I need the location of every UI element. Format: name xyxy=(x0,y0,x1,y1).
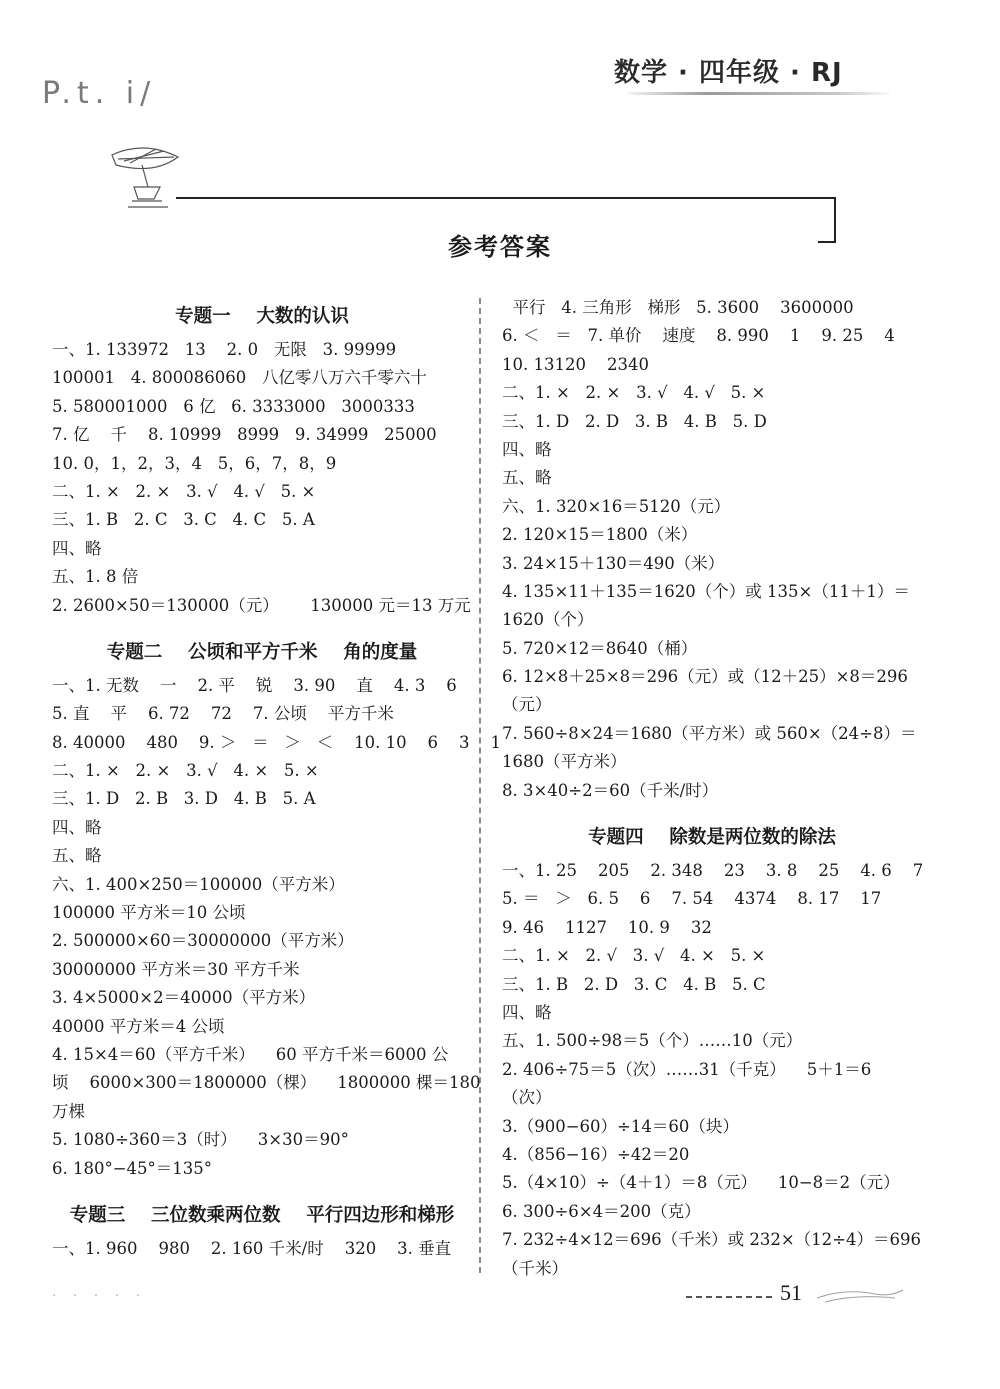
answer-line: 3. 24×15＋130＝490（米） xyxy=(502,553,725,573)
answer-line: 10. 13120 2340 xyxy=(502,354,649,374)
answer-line: 平行 4. 三角形 梯形 5. 3600 3600000 xyxy=(502,298,854,317)
answer-line: 2. 406÷75＝5（次）……31（千克） 5＋1＝6 xyxy=(502,1059,872,1079)
answer-line: 10. 0，1，2，3，4 5，6，7，8，9 xyxy=(52,453,337,473)
answer-line: （元） xyxy=(502,695,552,715)
answer-line: 40000 平方米＝4 公顷 xyxy=(52,1016,225,1036)
answer-line: 3.（900−60）÷14＝60（块） xyxy=(502,1116,739,1136)
header-subject-label: 数学 · 四年级 · RJ xyxy=(614,58,843,88)
answer-line: 1620（个） xyxy=(502,610,594,630)
header-rule xyxy=(628,92,890,95)
answer-line: 2. 500000×60＝30000000（平方米） xyxy=(52,931,354,951)
answer-line: 四、略 xyxy=(502,439,552,459)
answer-line: 一、1. 133972 13 2. 0 无限 3. 99999 xyxy=(52,340,397,359)
answer-line: 5. 580001000 6 亿 6. 3333000 3000333 xyxy=(52,396,415,416)
section-heading: 专题二 公顷和平方千米 角的度量 xyxy=(106,641,418,663)
answer-line: 五、略 xyxy=(502,468,552,488)
section-heading: 专题四 除数是两位数的除法 xyxy=(588,827,836,849)
page-number: 51 xyxy=(780,1280,802,1305)
answer-line: 7. 560÷8×24＝1680（平方米）或 560×（24÷8）＝ xyxy=(502,723,917,743)
answer-line: 2. 2600×50＝130000（元） 130000 元＝13 万元 xyxy=(52,595,471,615)
footer-flourish-icon xyxy=(815,1280,905,1310)
answer-line: 六、1. 400×250＝100000（平方米） xyxy=(52,874,345,894)
answer-line: 100000 平方米＝10 公顷 xyxy=(52,903,246,923)
answer-line: 四、略 xyxy=(52,538,102,558)
answer-line: 五、略 xyxy=(52,846,102,866)
answer-line: 7. 232÷4×12＝696（千米）或 232×（12÷4）＝696 xyxy=(502,1230,921,1250)
answer-line: 一、1. 960 980 2. 160 千米/时 320 3. 垂直 xyxy=(52,1238,452,1258)
answer-line: 3. 4×5000×2＝40000（平方米） xyxy=(52,988,316,1008)
section-heading: 专题一 大数的认识 xyxy=(175,306,349,327)
answer-line: 6. 300÷6×4＝200（克） xyxy=(502,1201,701,1221)
answer-line: 6. ＜ ＝ 7. 单价 速度 8. 990 1 9. 25 4 xyxy=(502,326,895,346)
answer-line: 三、1. D 2. D 3. B 4. B 5. D xyxy=(502,411,767,431)
answer-line: 5. 直 平 6. 72 72 7. 公顷 平方千米 xyxy=(52,704,394,724)
answer-line: 万棵 xyxy=(52,1101,85,1121)
answer-line: 6. 12×8＋25×8＝296（元）或（12＋25）×8＝296 xyxy=(502,667,908,687)
answer-line: 5. ＝ ＞ 6. 5 6 7. 54 4374 8. 17 17 xyxy=(502,889,882,909)
section-gap xyxy=(52,620,472,634)
answer-line: 三、1. B 2. D 3. C 4. B 5. C xyxy=(502,974,766,994)
answer-line: （次） xyxy=(502,1088,552,1108)
answer-line: 二、1. × 2. × 3. √ 4. × 5. × xyxy=(52,761,319,781)
answer-line: 5. 1080÷360＝3（时） 3×30＝90° xyxy=(52,1130,349,1150)
answer-line: 三、1. B 2. C 3. C 4. C 5. A xyxy=(52,510,315,530)
answer-line: 五、1. 8 倍 xyxy=(52,567,139,587)
page-title: 参考答案 xyxy=(448,233,552,261)
answer-line: 五、1. 500÷98＝5（个）……10（元） xyxy=(502,1031,803,1051)
answer-line: 四、略 xyxy=(502,1002,552,1022)
handwritten-mark: P.t. i/ xyxy=(42,76,157,111)
answer-line: 4.（856−16）÷42＝20 xyxy=(502,1144,690,1164)
answer-line: 6. 180°−45°＝135° xyxy=(52,1158,213,1178)
answer-line: 4. 135×11＋135＝1620（个）或 135×（11＋1）＝ xyxy=(502,581,910,601)
answer-line: 4. 15×4＝60（平方千米） 60 平方千米＝6000 公 xyxy=(52,1044,449,1064)
answer-line: 二、1. × 2. × 3. √ 4. √ 5. × xyxy=(502,383,766,403)
answer-line: 一、1. 25 205 2. 348 23 3. 8 25 4. 6 7 xyxy=(502,861,924,881)
section-gap xyxy=(52,1183,472,1197)
answer-line: 5. 720×12＝8640（桶） xyxy=(502,638,698,658)
answer-line: 5.（4×10）÷（4＋1）＝8（元） 10−8＝2（元） xyxy=(502,1173,900,1193)
answer-line: 一、1. 无数 一 2. 平 锐 3. 90 直 4. 3 6 xyxy=(52,675,457,695)
section-gap xyxy=(502,805,922,819)
answer-line: 四、略 xyxy=(52,817,102,837)
satellite-dish-icon xyxy=(104,135,184,213)
left-column xyxy=(52,298,502,1263)
footer-rule xyxy=(686,1296,772,1298)
answer-line: 100001 4. 800086060 八亿零八万六千零六十 xyxy=(52,368,427,388)
answer-line: 30000000 平方米＝30 平方千米 xyxy=(52,959,300,979)
answer-line: （千米） xyxy=(502,1258,568,1278)
footer-faint-mark: · · · · · xyxy=(52,1288,147,1304)
column-divider xyxy=(479,298,481,1273)
answer-line: 9. 46 1127 10. 9 32 xyxy=(502,917,712,937)
answer-line: 8. 3×40÷2＝60（千米/时） xyxy=(502,780,719,800)
answer-line: 1680（平方米） xyxy=(502,752,627,772)
answer-line: 顷 6000×300＝1800000（棵） 1800000 棵＝180 xyxy=(52,1073,481,1093)
right-column xyxy=(502,294,922,1283)
answer-line: 三、1. D 2. B 3. D 4. B 5. A xyxy=(52,789,316,809)
title-rule xyxy=(176,197,834,199)
answer-line: 六、1. 320×16＝5120（元） xyxy=(502,496,731,516)
answer-line: 2. 120×15＝1800（米） xyxy=(502,525,698,545)
answer-line: 7. 亿 千 8. 10999 8999 9. 34999 25000 xyxy=(52,425,437,445)
section-heading: 专题三 三位数乘两位数 平行四边形和梯形 xyxy=(69,1204,455,1226)
answer-line: 二、1. × 2. × 3. √ 4. √ 5. × xyxy=(52,481,316,501)
answer-line: 二、1. × 2. √ 3. √ 4. × 5. × xyxy=(502,946,766,966)
answer-line: 8. 40000 480 9. ＞ ＝ ＞ ＜ 10. 10 6 3 1 xyxy=(52,732,502,752)
